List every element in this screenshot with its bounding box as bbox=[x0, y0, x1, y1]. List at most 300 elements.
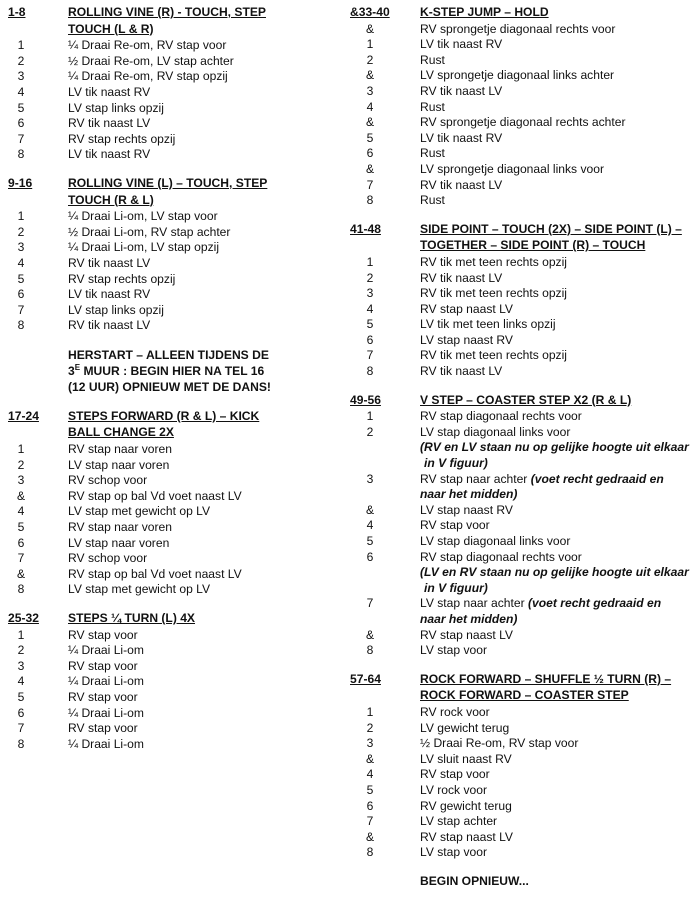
step-description bbox=[420, 643, 690, 659]
step-row bbox=[350, 472, 690, 488]
step-row bbox=[350, 302, 690, 318]
step-description bbox=[420, 317, 690, 333]
step-description bbox=[420, 115, 690, 131]
section-header bbox=[350, 5, 690, 21]
step-row bbox=[350, 84, 690, 100]
step-note-line: naar het midden) bbox=[420, 611, 518, 626]
step-description bbox=[420, 721, 690, 737]
step-description bbox=[420, 799, 690, 815]
step-row bbox=[8, 442, 338, 458]
step-row bbox=[350, 178, 690, 194]
left-column bbox=[8, 5, 338, 765]
step-text: RV tik naast LV bbox=[68, 318, 151, 333]
step-row bbox=[8, 209, 338, 225]
step-description bbox=[420, 68, 690, 84]
step-count: 5 bbox=[366, 534, 374, 548]
step-text: RV stap voor bbox=[68, 689, 138, 704]
step-description bbox=[420, 255, 690, 271]
section-header bbox=[350, 688, 690, 704]
step-count: 2 bbox=[366, 424, 374, 439]
step-row bbox=[8, 116, 338, 132]
step-section bbox=[350, 5, 690, 209]
step-text: LV stap voor bbox=[420, 643, 487, 658]
step-description bbox=[68, 256, 338, 272]
step-row bbox=[8, 551, 338, 567]
section-header bbox=[8, 176, 338, 192]
section-title: ROLLING VINE (L) – TOUCH, STEP bbox=[68, 175, 268, 190]
step-count: 7 bbox=[17, 131, 25, 146]
step-description bbox=[420, 503, 690, 519]
step-count: 8 bbox=[17, 318, 25, 333]
step-count: 5 bbox=[17, 689, 25, 704]
section-header bbox=[350, 222, 690, 238]
step-description bbox=[68, 85, 338, 101]
step-text: LV stap naar achter bbox=[420, 596, 529, 611]
step-row bbox=[350, 425, 690, 441]
step-section bbox=[8, 409, 338, 598]
step-text: RV stap op bal Vd voet naast LV bbox=[68, 488, 242, 503]
step-count: 2 bbox=[17, 53, 25, 68]
step-text: RV stap diagonaal rechts voor bbox=[420, 549, 582, 564]
step-count: 4 bbox=[17, 84, 25, 99]
step-row bbox=[8, 85, 338, 101]
step-count: 6 bbox=[17, 116, 25, 131]
section-title: TOUCH (L & R) bbox=[68, 21, 154, 36]
step-description bbox=[420, 364, 690, 380]
step-row bbox=[350, 271, 690, 287]
step-note-line: in V figuur) bbox=[424, 580, 488, 595]
step-text: Rust bbox=[420, 99, 445, 114]
step-text: RV tik naast LV bbox=[420, 177, 503, 192]
step-row bbox=[8, 318, 338, 334]
step-text: RV sprongetje diagonaal rechts voor bbox=[420, 21, 616, 36]
step-row bbox=[8, 690, 338, 706]
count-range bbox=[8, 22, 68, 38]
restart-line-3: (12 UUR) OPNIEUW MET DE DANS! bbox=[68, 379, 271, 394]
step-count: 5 bbox=[366, 782, 374, 797]
step-text: RV stap naast LV bbox=[420, 301, 513, 316]
step-row bbox=[350, 767, 690, 783]
step-count: 2 bbox=[366, 52, 374, 67]
step-description bbox=[420, 752, 690, 768]
step-text: RV stap diagonaal rechts voor bbox=[420, 409, 582, 424]
step-description bbox=[68, 147, 338, 163]
section-header bbox=[350, 393, 690, 409]
step-text: LV tik naast RV bbox=[420, 37, 503, 52]
step-row bbox=[8, 69, 338, 85]
section-title: SIDE POINT – TOUCH (2X) – SIDE POINT (L) – bbox=[420, 221, 682, 236]
step-section bbox=[350, 393, 690, 659]
step-text: RV stap voor bbox=[420, 767, 490, 782]
step-count: 4 bbox=[17, 255, 25, 270]
step-description bbox=[68, 643, 338, 659]
step-description bbox=[68, 674, 338, 690]
count-range: 17-24 bbox=[8, 408, 39, 423]
step-count: 1 bbox=[366, 37, 374, 52]
step-row bbox=[350, 518, 690, 534]
step-row bbox=[350, 131, 690, 147]
step-text: LV stap met gewicht op LV bbox=[68, 504, 211, 519]
step-description bbox=[68, 318, 338, 334]
step-count: 5 bbox=[366, 317, 374, 332]
step-text: LV tik naast RV bbox=[68, 147, 151, 162]
step-count: & bbox=[365, 502, 375, 517]
step-text: RV stap rechts opzij bbox=[68, 131, 176, 146]
step-row bbox=[8, 721, 338, 737]
step-text: LV tik met teen links opzij bbox=[420, 317, 556, 332]
step-description bbox=[68, 132, 338, 148]
step-text: LV stap naast RV bbox=[420, 502, 513, 517]
step-count: 7 bbox=[17, 721, 25, 736]
step-row bbox=[350, 348, 690, 364]
step-count: & bbox=[365, 68, 375, 83]
step-row bbox=[8, 567, 338, 583]
step-text: RV tik naast LV bbox=[68, 116, 151, 131]
step-description bbox=[68, 303, 338, 319]
step-count: & bbox=[365, 161, 375, 176]
step-row bbox=[350, 37, 690, 53]
step-description bbox=[68, 287, 338, 303]
step-description bbox=[420, 162, 690, 178]
step-count: 7 bbox=[17, 551, 25, 566]
step-row bbox=[8, 536, 338, 552]
step-text: Rust bbox=[420, 52, 445, 67]
section-header bbox=[8, 22, 338, 38]
section-header bbox=[8, 425, 338, 441]
count-range: 41-48 bbox=[350, 221, 381, 236]
step-note-line: (LV en RV staan nu op gelijke hoogte uit elkaar bbox=[420, 565, 689, 580]
step-row bbox=[350, 333, 690, 349]
step-count: & bbox=[365, 829, 375, 844]
step-text: LV stap naast RV bbox=[420, 332, 513, 347]
step-count: 6 bbox=[17, 287, 25, 302]
step-description bbox=[68, 567, 338, 583]
step-text: RV stap voor bbox=[68, 627, 138, 642]
step-description bbox=[68, 209, 338, 225]
step-description bbox=[68, 737, 338, 753]
step-row bbox=[350, 628, 690, 644]
step-count: 7 bbox=[366, 177, 374, 192]
step-text: RV stap voor bbox=[68, 658, 138, 673]
section-header bbox=[350, 238, 690, 254]
step-count: 8 bbox=[366, 845, 374, 860]
step-count: 1 bbox=[366, 704, 374, 719]
step-count: & bbox=[16, 566, 26, 581]
step-description bbox=[68, 520, 338, 536]
step-row bbox=[8, 225, 338, 241]
step-description bbox=[420, 628, 690, 644]
step-text: LV stap links opzij bbox=[68, 100, 164, 115]
step-row bbox=[350, 783, 690, 799]
step-text: ¼ Draai Li-om, LV stap opzij bbox=[68, 240, 220, 255]
step-count: 6 bbox=[17, 705, 25, 720]
step-row bbox=[8, 628, 338, 644]
step-description bbox=[420, 596, 690, 612]
step-row bbox=[8, 582, 338, 598]
step-description bbox=[420, 302, 690, 318]
step-row bbox=[350, 550, 690, 566]
step-description bbox=[420, 518, 690, 534]
step-description bbox=[420, 783, 690, 799]
step-text: LV stap naar voren bbox=[68, 535, 170, 550]
restart-wall-suffix: E bbox=[74, 362, 81, 372]
step-text: LV sprongetje diagonaal links voor bbox=[420, 161, 604, 176]
step-count: 8 bbox=[17, 736, 25, 751]
step-text: LV stap achter bbox=[420, 814, 498, 829]
step-count: 3 bbox=[366, 736, 374, 751]
step-count: 6 bbox=[366, 332, 374, 347]
step-text: LV stap diagonaal links voor bbox=[420, 534, 571, 548]
step-count: 5 bbox=[17, 520, 25, 535]
step-text: ¼ Draai Re-om, RV stap opzij bbox=[68, 69, 228, 84]
right-column bbox=[350, 5, 690, 889]
step-count: 3 bbox=[366, 83, 374, 98]
step-description bbox=[420, 348, 690, 364]
step-note: (voet recht gedraaid en bbox=[528, 596, 662, 611]
step-text: ¼ Draai Li-om, LV stap voor bbox=[68, 209, 218, 224]
step-count: 5 bbox=[17, 271, 25, 286]
step-section bbox=[8, 176, 338, 334]
step-description bbox=[420, 146, 690, 162]
step-text: ½ Draai Re-om, RV stap voor bbox=[420, 736, 579, 751]
step-description bbox=[68, 582, 338, 598]
step-description bbox=[68, 272, 338, 288]
step-description bbox=[420, 53, 690, 69]
step-count: 8 bbox=[366, 193, 374, 208]
step-description bbox=[420, 37, 690, 53]
step-count: 3 bbox=[17, 240, 25, 255]
step-count: 4 bbox=[366, 518, 374, 533]
step-text: ½ Draai Re-om, LV stap achter bbox=[68, 53, 234, 68]
step-text: LV stap met gewicht op LV bbox=[68, 582, 211, 597]
step-row bbox=[350, 286, 690, 302]
step-count: & bbox=[365, 751, 375, 766]
step-row bbox=[350, 736, 690, 752]
step-row bbox=[8, 473, 338, 489]
restart-note bbox=[8, 347, 338, 395]
step-description bbox=[68, 690, 338, 706]
step-count: 7 bbox=[17, 302, 25, 317]
step-section bbox=[350, 222, 690, 380]
step-count: 7 bbox=[366, 348, 374, 363]
section-title: STEPS ¼ TURN (L) 4X bbox=[68, 611, 196, 625]
step-count: 2 bbox=[17, 643, 25, 658]
section-title: ROCK FORWARD – COASTER STEP bbox=[420, 688, 629, 703]
step-count: 4 bbox=[366, 767, 374, 782]
step-description bbox=[420, 845, 690, 861]
step-description bbox=[420, 84, 690, 100]
step-row bbox=[8, 643, 338, 659]
step-description bbox=[420, 271, 690, 287]
step-row bbox=[8, 303, 338, 319]
step-row bbox=[350, 705, 690, 721]
step-description bbox=[68, 721, 338, 737]
step-text: RV stap voor bbox=[68, 721, 138, 736]
step-count: 2 bbox=[366, 720, 374, 735]
step-text: LV tik naast RV bbox=[68, 287, 151, 302]
section-title: ROCK FORWARD – SHUFFLE ½ TURN (R) – bbox=[420, 671, 672, 686]
step-count: 1 bbox=[366, 409, 374, 424]
step-description bbox=[68, 706, 338, 722]
step-count: 5 bbox=[17, 100, 25, 115]
step-count: & bbox=[365, 627, 375, 642]
step-description bbox=[68, 116, 338, 132]
step-row bbox=[8, 659, 338, 675]
step-row bbox=[350, 830, 690, 846]
section-title: V STEP – COASTER STEP X2 (R & L) bbox=[420, 392, 632, 407]
step-section bbox=[350, 672, 690, 861]
step-description bbox=[68, 38, 338, 54]
step-description bbox=[68, 54, 338, 70]
count-range: 49-56 bbox=[350, 392, 381, 407]
step-row bbox=[350, 596, 690, 612]
step-row bbox=[8, 287, 338, 303]
step-text: LV sprongetje diagonaal links achter bbox=[420, 68, 615, 83]
step-description bbox=[420, 409, 690, 425]
step-description bbox=[420, 830, 690, 846]
step-text: LV gewicht terug bbox=[420, 720, 510, 735]
step-count: 4 bbox=[17, 504, 25, 519]
count-range: 57-64 bbox=[350, 671, 381, 686]
step-description bbox=[420, 22, 690, 38]
step-text: RV sprongetje diagonaal rechts achter bbox=[420, 115, 626, 130]
step-count: 6 bbox=[366, 798, 374, 813]
step-description bbox=[420, 550, 690, 566]
step-text: RV stap naar achter bbox=[420, 471, 531, 486]
step-note: (voet recht gedraaid en bbox=[530, 471, 664, 486]
step-count: 3 bbox=[17, 658, 25, 673]
restart-line-2-text: MUUR : BEGIN HIER NA TEL 16 bbox=[80, 363, 265, 378]
step-description bbox=[420, 333, 690, 349]
step-note-line: naar het midden) bbox=[420, 487, 518, 502]
step-row bbox=[350, 845, 690, 861]
section-header bbox=[8, 409, 338, 425]
step-text: ¼ Draai Li-om bbox=[68, 705, 144, 720]
step-row bbox=[8, 272, 338, 288]
step-text: RV stap rechts opzij bbox=[68, 271, 176, 286]
step-row bbox=[350, 255, 690, 271]
step-row bbox=[8, 147, 338, 163]
step-row bbox=[350, 643, 690, 659]
section-title: ROLLING VINE (R) - TOUCH, STEP bbox=[68, 5, 266, 19]
step-row bbox=[350, 193, 690, 209]
step-count: 8 bbox=[366, 643, 374, 658]
step-text: LV tik naast RV bbox=[420, 130, 503, 145]
step-text: RV stap naast LV bbox=[420, 829, 513, 844]
step-count: 1 bbox=[17, 209, 25, 224]
step-text: LV stap links opzij bbox=[68, 302, 164, 317]
step-count: 2 bbox=[366, 270, 374, 285]
step-description bbox=[420, 425, 690, 441]
count-range: 9-16 bbox=[8, 175, 33, 190]
section-title: K-STEP JUMP – HOLD bbox=[420, 5, 549, 19]
step-count: 7 bbox=[366, 814, 374, 829]
step-count: 3 bbox=[17, 69, 25, 84]
step-row bbox=[8, 504, 338, 520]
step-row bbox=[350, 22, 690, 38]
restart-wall-number: 3 bbox=[68, 363, 75, 378]
step-row bbox=[350, 534, 690, 550]
step-description bbox=[420, 193, 690, 209]
step-text: RV tik met teen rechts opzij bbox=[420, 286, 567, 301]
step-description bbox=[68, 489, 338, 505]
step-row bbox=[350, 721, 690, 737]
step-description bbox=[420, 286, 690, 302]
step-count: 1 bbox=[17, 38, 25, 53]
step-count: 6 bbox=[366, 146, 374, 161]
step-row bbox=[8, 54, 338, 70]
step-description bbox=[68, 659, 338, 675]
step-row bbox=[8, 706, 338, 722]
step-text: Rust bbox=[420, 193, 445, 208]
step-count: 1 bbox=[17, 442, 25, 457]
step-row bbox=[8, 256, 338, 272]
step-count: 1 bbox=[366, 254, 374, 269]
step-row bbox=[350, 409, 690, 425]
step-text: LV stap voor bbox=[420, 845, 487, 860]
step-text: RV stap naar voren bbox=[68, 520, 172, 535]
step-section bbox=[8, 611, 338, 752]
count-range: 25-32 bbox=[8, 611, 39, 625]
step-note-line: in V figuur) bbox=[424, 456, 488, 471]
step-row bbox=[8, 458, 338, 474]
step-row bbox=[350, 364, 690, 380]
step-count: 6 bbox=[17, 535, 25, 550]
step-row bbox=[350, 68, 690, 84]
step-row bbox=[350, 317, 690, 333]
step-text: RV schop voor bbox=[68, 551, 148, 566]
step-count: 8 bbox=[17, 147, 25, 162]
step-row bbox=[350, 814, 690, 830]
step-note-line: (RV en LV staan nu op gelijke hoogte uit elkaar bbox=[420, 440, 689, 455]
step-text: ¼ Draai Li-om bbox=[68, 736, 144, 751]
step-text: RV tik naast LV bbox=[420, 270, 503, 285]
step-row bbox=[8, 101, 338, 117]
step-text: RV schop voor bbox=[68, 473, 148, 488]
step-text: ¼ Draai Li-om bbox=[68, 674, 144, 689]
section-header bbox=[8, 611, 338, 627]
step-text: RV tik met teen rechts opzij bbox=[420, 254, 567, 269]
step-count: 2 bbox=[17, 224, 25, 239]
step-count: 4 bbox=[366, 99, 374, 114]
step-text: RV rock voor bbox=[420, 704, 490, 719]
step-description bbox=[68, 504, 338, 520]
step-count: 3 bbox=[366, 471, 374, 486]
restart-line-1: HERSTART – ALLEEN TIJDENS DE bbox=[68, 347, 269, 362]
step-text: ¼ Draai Li-om bbox=[68, 643, 144, 658]
section-title: TOUCH (R & L) bbox=[68, 192, 154, 207]
step-description bbox=[420, 705, 690, 721]
step-description bbox=[68, 536, 338, 552]
step-count: & bbox=[365, 115, 375, 130]
step-text: RV tik met teen rechts opzij bbox=[420, 348, 567, 363]
count-range: 1-8 bbox=[8, 5, 26, 19]
step-count: 5 bbox=[366, 130, 374, 145]
count-range bbox=[8, 193, 68, 209]
step-description bbox=[68, 101, 338, 117]
step-text: LV sluit naast RV bbox=[420, 751, 512, 766]
step-description bbox=[420, 178, 690, 194]
ending-text: BEGIN OPNIEUW... bbox=[420, 873, 529, 888]
step-count: 1 bbox=[17, 627, 25, 642]
step-text: RV stap naar voren bbox=[68, 442, 172, 457]
step-row bbox=[8, 520, 338, 536]
step-description bbox=[420, 736, 690, 752]
step-row bbox=[350, 162, 690, 178]
section-title: TOGETHER – SIDE POINT (R) – TOUCH bbox=[420, 238, 646, 253]
step-text: RV tik naast LV bbox=[420, 83, 503, 98]
step-count: 6 bbox=[366, 549, 374, 564]
